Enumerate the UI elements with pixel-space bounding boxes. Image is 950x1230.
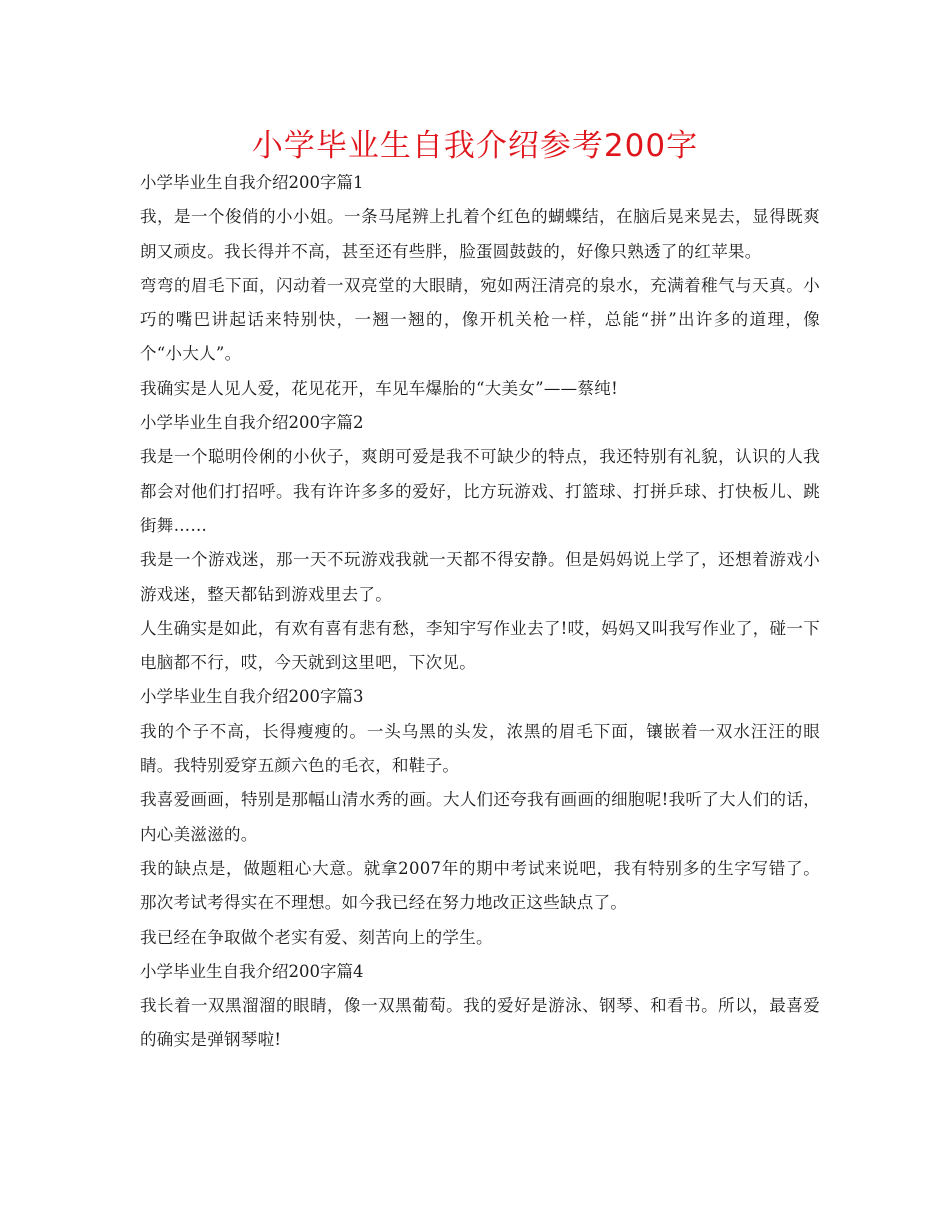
paragraph: 我是一个聪明伶俐的小伙子，爽朗可爱是我不可缺少的特点，我还特别有礼貌，认识的人我都会对他们打招呼。我有许许多多的爱好，比方玩游戏、打篮球、打拼乒球、打快板儿、跳街舞…… [140, 447, 820, 535]
paragraph: 我，是一个俊俏的小小姐。一条马尾辨上扎着个红色的蝴蝶结，在脑后晃来晃去，显得既爽朗又顽皮。我长得并不高，甚至还有些胖，脸蛋圆鼓鼓的，好像只熟透了的红苹果。 [140, 207, 820, 261]
section-heading: 小学毕业生自我介绍200字篇4 [140, 961, 364, 981]
paragraph: 我长着一双黑溜溜的眼睛，像一双黑葡萄。我的爱好是游泳、钢琴、和看书。所以，最喜爱的确实是弹钢琴啦! [140, 996, 820, 1050]
paragraph: 弯弯的眉毛下面，闪动着一双亮堂的大眼睛，宛如两汪清亮的泉水，充满着稚气与天真。小巧的嘴巴讲起话来特别快，一翘一翘的，像开机关枪一样，总能“拼”出许多的道理，像个“小大人”。 [140, 275, 820, 364]
paragraph: 我是一个游戏迷，那一天不玩游戏我就一天都不得安静。但是妈妈说上学了，还想着游戏小游戏迷，整天都钻到游戏里去了。 [140, 550, 820, 604]
paragraph: 我已经在争取做个老实有爱、刻苦向上的学生。 [140, 927, 493, 947]
paragraph: 我的个子不高，长得瘦瘦的。一头乌黑的头发，浓黑的眉毛下面，镶嵌着一双水汪汪的眼睛。我特别爱穿五颜六色的毛衣，和鞋子。 [140, 721, 820, 776]
section-heading: 小学毕业生自我介绍200字篇2 [140, 413, 364, 433]
paragraph: 我确实是人见人爱，花见花开，车见车爆胎的“大美女”——蔡纯! [140, 378, 619, 398]
paragraph: 人生确实是如此，有欢有喜有悲有愁，李知宇写作业去了!哎，妈妈又叫我写作业了，碰一下电脑都不行，哎，今天就到这里吧，下次见。 [140, 618, 820, 673]
section-heading: 小学毕业生自我介绍200字篇1 [140, 173, 364, 192]
paragraph: 我的缺点是，做题粗心大意。就拿2007年的期中考试来说吧，我有特别多的生字写错了。那次考试考得实在不理想。如今我已经在努力地改正这些缺点了。 [140, 858, 820, 913]
paragraph: 我喜爱画画，特别是那幅山清水秀的画。大人们还夸我有画画的细胞呢!我听了大人们的话，内心美滋滋的。 [140, 790, 820, 844]
section-heading: 小学毕业生自我介绍200字篇3 [140, 687, 364, 707]
document-body [140, 166, 820, 1058]
document-title: 小学毕业生自我介绍参考200字 [251, 128, 699, 164]
